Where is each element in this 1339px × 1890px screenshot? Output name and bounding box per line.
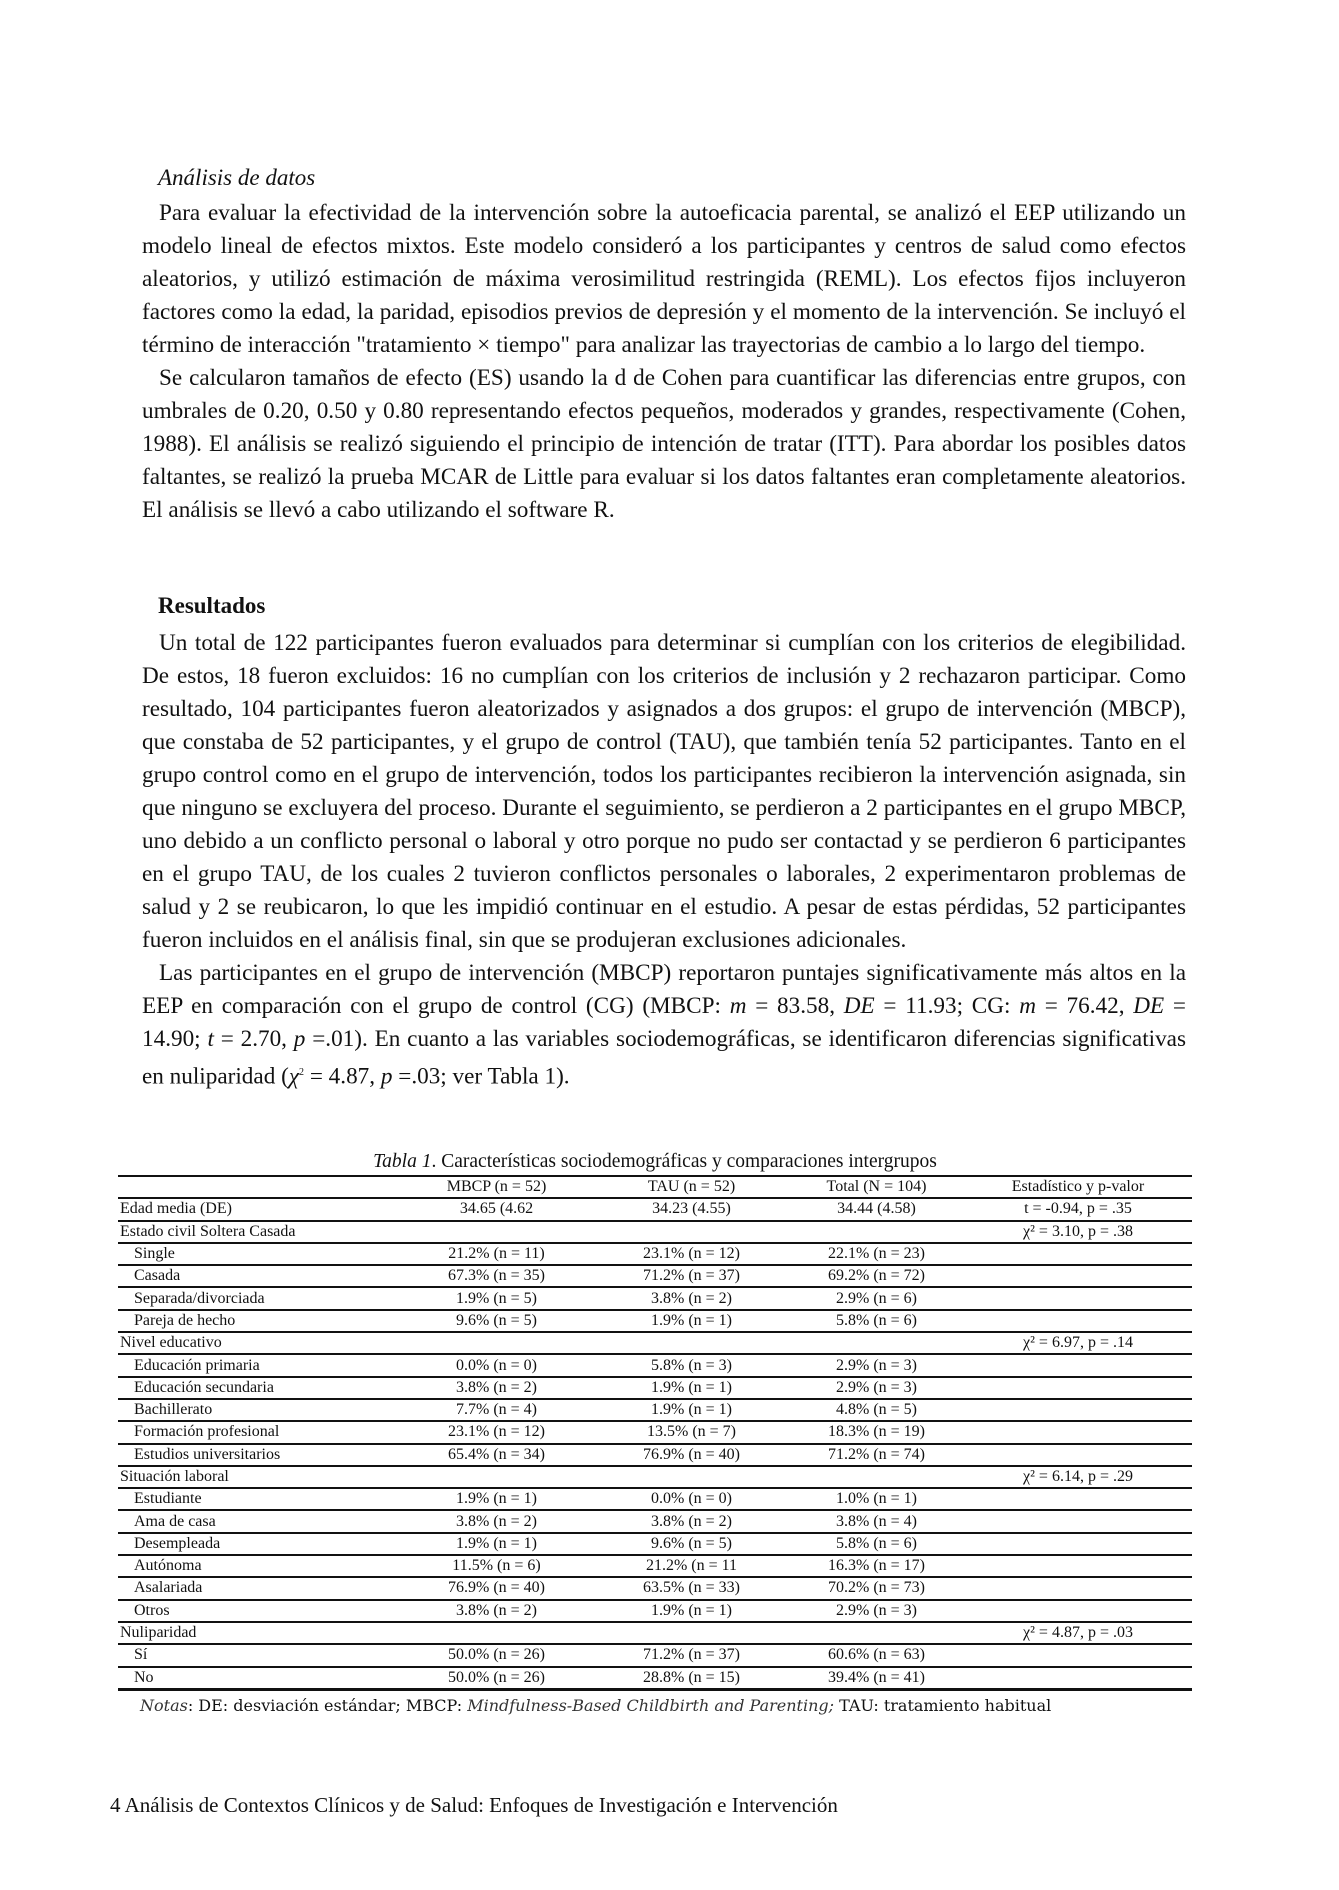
cell-mbcp: 0.0% (n = 0) [455, 1356, 537, 1374]
cell-stat [964, 1444, 1192, 1466]
cell-label: Single [134, 1245, 175, 1263]
cell-mbcp: 76.9% (n = 40) [447, 1579, 545, 1597]
cell-stat [964, 1488, 1192, 1510]
cell-total: 2.9% (n = 3) [835, 1378, 917, 1396]
cell-label: Otros [134, 1601, 170, 1619]
cell-total: 70.2% (n = 73) [827, 1579, 925, 1597]
cell-label: Sí [134, 1646, 148, 1664]
table-row [118, 1644, 1192, 1666]
cell-label: Nivel educativo [120, 1334, 222, 1352]
table-notes: Notas: DE: desviación estándar; MBCP: Mindfulness-Based Childbirth and Parenting; TAU: tratamiento habitual [140, 1696, 1052, 1715]
cell-total: 1.0% (n = 1) [835, 1490, 917, 1508]
cell-label: No [134, 1668, 154, 1686]
cell-mbcp: 9.6% (n = 5) [455, 1311, 537, 1329]
cell-total [789, 1332, 964, 1354]
section-heading-analisis: Análisis de datos [158, 165, 316, 190]
cell-stat [964, 1287, 1192, 1309]
header-cell: Total (N = 104) [826, 1178, 927, 1196]
cell-tau: 0.0% (n = 0) [650, 1490, 732, 1508]
table-row [118, 1600, 1192, 1622]
cell-stat: χ² = 3.10, p = .38 [1023, 1222, 1133, 1240]
results-body [142, 627, 1186, 1094]
cell-stat [964, 1577, 1192, 1599]
paragraph: Un total de 122 participantes fueron evaluados para determinar si cumplían con los criterios de elegibilidad. De estos, 18 fueron excluidos: 16 no cumplían con los criterios de inclusión y 2 rechazaron participar. Como resultado, 104 participantes fueron aleatorizados y asignados a dos grupos: el grupo de intervención (MBCP), que constaba de 52 participantes, y el grupo de control (TAU), que también tenía 52 participantes. Tanto en el grupo control como en el grupo de intervención, todos los participantes recibieron la intervención asignada, sin que ninguno se excluyera del proceso. Durante el seguimiento, se perdieron a 2 participantes en el grupo MBCP, uno debido a un conflicto personal o laboral y otro porque no pudo ser contactad y se perdieron 6 participantes en el grupo TAU, de los cuales 2 tuvieron conflictos personales o laborales, 2 experimentaron problemas de salud y 2 se reubicaron, lo que les impidió continuar en el estudio. A pesar de estas pérdidas, 52 participantes fueron incluidos en el análisis final, sin que se produjeran exclusiones adicionales. [142, 630, 1186, 953]
cell-tau: 76.9% (n = 40) [642, 1445, 740, 1463]
table-row [118, 1310, 1192, 1332]
header-cell: Estadístico y p-valor [1011, 1178, 1145, 1196]
table-row [118, 1399, 1192, 1421]
cell-tau: 1.9% (n = 1) [650, 1311, 732, 1329]
cell-stat [964, 1421, 1192, 1443]
cell-tau: 23.1% (n = 12) [642, 1245, 740, 1263]
cell-label: Desempleada [134, 1534, 221, 1552]
cell-total: 71.2% (n = 74) [827, 1445, 925, 1463]
cell-mbcp [399, 1221, 594, 1243]
header-cell: TAU (n = 52) [647, 1178, 736, 1196]
cell-stat: χ² = 6.97, p = .14 [1023, 1334, 1133, 1352]
cell-label: Formación profesional [134, 1423, 280, 1441]
cell-mbcp [399, 1332, 594, 1354]
cell-label: Autónoma [134, 1557, 202, 1575]
table-header-row [118, 1176, 1192, 1198]
cell-total: 18.3% (n = 19) [827, 1423, 925, 1441]
cell-tau: 71.2% (n = 37) [642, 1267, 740, 1285]
cell-tau [594, 1622, 789, 1644]
cell-mbcp: 11.5% (n = 6) [452, 1557, 541, 1575]
cell-mbcp: 23.1% (n = 12) [447, 1423, 545, 1441]
cell-mbcp: 67.3% (n = 35) [447, 1267, 545, 1285]
cell-label: Estado civil Soltera Casada [120, 1222, 296, 1240]
cell-tau: 1.9% (n = 1) [650, 1601, 732, 1619]
cell-stat [964, 1399, 1192, 1421]
cell-tau: 28.8% (n = 15) [642, 1668, 740, 1686]
cell-mbcp: 34.65 (4.62 [459, 1200, 534, 1218]
cell-mbcp: 65.4% (n = 34) [447, 1445, 545, 1463]
cell-mbcp: 3.8% (n = 2) [455, 1512, 537, 1530]
cell-stat [964, 1265, 1192, 1287]
cell-mbcp [399, 1466, 594, 1488]
page-footer: 4 Análisis de Contextos Clínicos y de Salud: Enfoques de Investigación e Intervención [110, 1793, 838, 1817]
cell-label: Nuliparidad [120, 1624, 197, 1642]
table-row [118, 1243, 1192, 1265]
cell-total: 69.2% (n = 72) [827, 1267, 925, 1285]
cell-total [789, 1466, 964, 1488]
cell-tau: 3.8% (n = 2) [650, 1289, 732, 1307]
paragraph: Para evaluar la efectividad de la intervención sobre la autoeficacia parental, se analizó el EEP utilizando un modelo lineal de efectos mixtos. Este modelo consideró a los participantes y centros de salud como efectos aleatorios, y utilizó estimación de máxima verosimilitud restringida (REML). Los efectos fijos incluyeron factores como la edad, la paridad, episodios previos de depresión y el momento de la intervención. Se incluyó el término de interacción "tratamiento × tiempo" para analizar las trayectorias de cambio a lo largo del tiempo. [142, 200, 1186, 358]
cell-tau [594, 1221, 789, 1243]
cell-tau: 1.9% (n = 1) [650, 1378, 732, 1396]
cell-label: Ama de casa [134, 1512, 216, 1530]
cell-tau: 63.5% (n = 33) [642, 1579, 740, 1597]
cell-total [789, 1221, 964, 1243]
cell-tau: 34.23 (4.55) [652, 1200, 731, 1218]
cell-total: 22.1% (n = 23) [827, 1245, 925, 1263]
table-row [118, 1332, 1192, 1354]
cell-label: Pareja de hecho [134, 1311, 236, 1329]
cell-total: 5.8% (n = 6) [835, 1534, 917, 1552]
header-cell: MBCP (n = 52) [446, 1178, 547, 1196]
table-row [118, 1221, 1192, 1243]
table-row [118, 1421, 1192, 1443]
cell-tau: 21.2% (n = 11 [645, 1557, 738, 1575]
cell-mbcp: 1.9% (n = 5) [455, 1289, 537, 1307]
cell-label: Separada/divorciada [134, 1289, 265, 1307]
section-heading-resultados: Resultados [158, 593, 266, 618]
cell-mbcp: 21.2% (n = 11) [448, 1245, 545, 1263]
paragraph: Se calcularon tamaños de efecto (ES) usando la d de Cohen para cuantificar las diferencias entre grupos, con umbrales de 0.20, 0.50 y 0.80 representando efectos pequeños, moderados y grandes, respectivamente (Cohen, 1988). El análisis se realizó siguiendo el principio de intención de tratar (ITT). Para abordar los posibles datos faltantes, se realizó la prueba MCAR de Little para evaluar si los datos faltantes eran completamente aleatorios. El análisis se llevó a cabo utilizando el software R. [142, 365, 1186, 523]
table-row [118, 1287, 1192, 1309]
cell-tau: 1.9% (n = 1) [650, 1401, 732, 1419]
table-row [118, 1667, 1192, 1690]
cell-tau: 3.8% (n = 2) [650, 1512, 732, 1530]
cell-mbcp: 50.0% (n = 26) [447, 1668, 545, 1686]
cell-mbcp: 3.8% (n = 2) [455, 1378, 537, 1396]
cell-stat [964, 1644, 1192, 1666]
cell-mbcp: 50.0% (n = 26) [447, 1646, 545, 1664]
cell-stat [964, 1533, 1192, 1555]
cell-label: Edad media (DE) [120, 1200, 232, 1218]
cell-label: Asalariada [134, 1579, 203, 1597]
cell-mbcp: 1.9% (n = 1) [455, 1490, 537, 1508]
cell-total: 34.44 (4.58) [837, 1200, 916, 1218]
table-row [118, 1577, 1192, 1599]
table-row [118, 1377, 1192, 1399]
cell-label: Casada [134, 1267, 181, 1285]
paragraph-stats: Las participantes en el grupo de intervención (MBCP) reportaron puntajes significativamente más altos en la EEP en comparación con el grupo de control (CG) (MBCP: m = 83.58, DE = 11.93; CG: m = 76.42, DE = 14.90; t = 2.70, p =.01). En cuanto a las variables sociodemográficas, se identificaron diferencias significativas en nuliparidad ($\chi^2 = 4.87$, p =.03; ver Tabla 1). [142, 960, 1187, 1090]
cell-total: 3.8% (n = 4) [835, 1512, 917, 1530]
cell-mbcp: 1.9% (n = 1) [455, 1534, 537, 1552]
cell-mbcp [399, 1622, 594, 1644]
cell-tau: 5.8% (n = 3) [650, 1356, 732, 1374]
table-row [118, 1510, 1192, 1532]
cell-total: 2.9% (n = 3) [835, 1356, 917, 1374]
cell-tau [594, 1466, 789, 1488]
cell-stat [964, 1377, 1192, 1399]
cell-label: Estudios universitarios [134, 1445, 281, 1463]
table-row [118, 1444, 1192, 1466]
sociodemographic-table [118, 1175, 1192, 1691]
cell-stat: χ² = 4.87, p = .03 [1023, 1624, 1133, 1642]
cell-stat: t = -0.94, p = .35 [1024, 1200, 1132, 1218]
cell-tau: 9.6% (n = 5) [650, 1534, 732, 1552]
table-row [118, 1198, 1192, 1220]
cell-stat [964, 1310, 1192, 1332]
cell-total: 39.4% (n = 41) [827, 1668, 925, 1686]
cell-tau: 13.5% (n = 7) [646, 1423, 736, 1441]
table-row [118, 1555, 1192, 1577]
cell-total: 2.9% (n = 3) [835, 1601, 917, 1619]
cell-stat [964, 1555, 1192, 1577]
cell-label: Estudiante [134, 1490, 202, 1508]
cell-tau [594, 1332, 789, 1354]
table-row [118, 1488, 1192, 1510]
cell-mbcp: 7.7% (n = 4) [455, 1401, 537, 1419]
cell-label: Educación primaria [134, 1356, 260, 1374]
cell-label: Situación laboral [120, 1468, 229, 1485]
table-row [118, 1466, 1192, 1488]
cell-total: 2.9% (n = 6) [835, 1289, 917, 1307]
cell-label: Bachillerato [134, 1401, 213, 1419]
table-row [118, 1354, 1192, 1376]
cell-total [789, 1622, 964, 1644]
cell-total: 16.3% (n = 17) [827, 1557, 925, 1575]
table-caption: Tabla 1. Características sociodemográficas y comparaciones intergrupos [373, 1151, 937, 1172]
cell-stat [964, 1354, 1192, 1376]
cell-label: Educación secundaria [134, 1378, 274, 1396]
cell-total: 4.8% (n = 5) [835, 1401, 917, 1419]
cell-stat [964, 1667, 1192, 1690]
cell-stat [964, 1510, 1192, 1532]
header-cell [118, 1176, 399, 1198]
cell-stat [964, 1600, 1192, 1622]
cell-stat [964, 1243, 1192, 1265]
cell-tau: 71.2% (n = 37) [642, 1646, 740, 1664]
table-row [118, 1265, 1192, 1287]
table-row [118, 1533, 1192, 1555]
cell-total: 5.8% (n = 6) [835, 1311, 917, 1329]
cell-stat: χ² = 6.14, p = .29 [1023, 1468, 1133, 1485]
analysis-body [142, 197, 1186, 527]
table-row [118, 1622, 1192, 1644]
cell-mbcp: 3.8% (n = 2) [455, 1601, 537, 1619]
cell-total: 60.6% (n = 63) [827, 1646, 925, 1664]
